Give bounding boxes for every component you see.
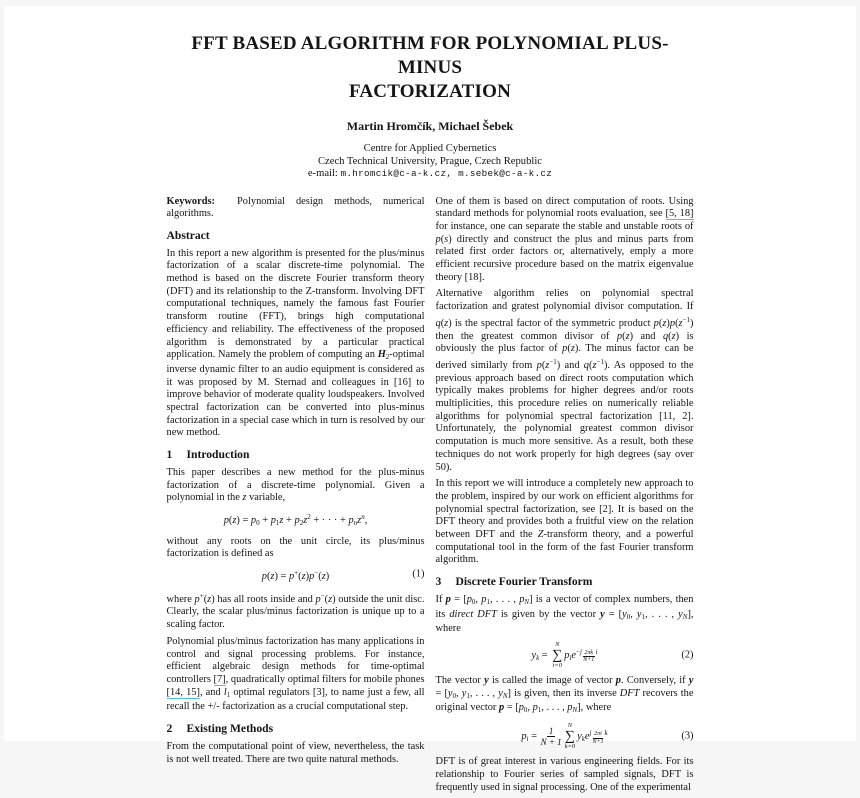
equation-number: (3) [681,730,693,743]
italic-text: y [622,609,627,620]
italic-text: p [195,594,200,605]
italic-text: direct DFT [449,609,497,620]
affiliation-block [167,143,694,181]
paragraph: DFT is of great interest in various engineering fields. For its relationship to Fourier series of sampled signals, DFT is frequently used in signal processing. One of the experimental [436,756,694,794]
italic-text: z [592,360,596,371]
subscript: 1 [227,691,231,699]
section-number: 3 [436,576,456,589]
fraction [592,731,603,745]
italic-text: z [444,318,448,329]
equation-body: $p(z) = p0 + p1z + p2z^2$ + · · · + pnz$^n$, [224,511,368,530]
paragraph: Keywords: Polynomial design methods, numerical algorithms. [167,196,425,221]
italic-text: z [270,571,274,582]
italic-text: p [262,571,267,582]
bold-text: Keywords: [167,196,215,207]
italic-text: y [498,688,503,699]
italic-text: p [295,515,300,526]
italic-text: k [582,735,585,743]
fraction-numerator: 2πk [583,650,595,658]
italic-text: p [309,571,314,582]
italic-text: z [357,515,361,526]
italic-text: p [316,594,321,605]
section-title: Discrete Fourier Transform [456,575,593,588]
italic-text: z [626,331,630,342]
paragraph: Polynomial plus/minus factorization has many applications in control and signal processing problems. For instance, efficient algebraic design methods for time-optimal controllers [7], quadratically optimal filters for mobile phones [14, 15], and l1 optimal regulators [3], to name just a few, all recall the +/- factorization as a crucial computational step. [167,636,425,714]
italic-text: p [670,318,675,329]
bold-italic-text: y [600,609,605,620]
italic-text: z [242,492,246,503]
italic-text: p [467,594,472,605]
email-label: e-mail: [308,168,341,179]
italic-text: z [279,515,283,526]
fraction [583,650,595,664]
italic-text: y [448,688,453,699]
subscript [524,598,529,606]
section-heading [436,576,694,589]
equation [436,723,694,750]
fraction-numerator: 1 [547,726,555,737]
subscript: 2 [386,353,390,361]
italic-text: z [545,360,549,371]
equation-number: (1) [412,569,424,582]
subscript: 0 [256,519,260,527]
paragraph: In this report we will introduce a completely new approach to the problem, inspired by our work on efficient algorithms for polynomial spectral factorization, see [2]. It is based on the DFT theory and provides both a fruitful view on the relation between DFT and the Z-transform theory, and a powerful computational tool in the form of the fast Fourier transform algorithm. [436,478,694,567]
italic-text: z [679,318,683,329]
italic-text: e [585,731,590,742]
superscript: + [294,569,298,577]
section-title: Existing Methods [187,722,274,735]
italic-text: p [519,594,524,605]
italic-text: n [361,513,365,521]
italic-text: y [531,650,536,661]
italic-text: z [207,594,211,605]
title-line-2: FACTORIZATION [167,80,694,104]
sum-upper-limit: N [568,723,572,730]
bold-italic-text: p [616,675,621,686]
citation-link[interactable]: [5, 18] [666,208,694,220]
paragraph: From the computational point of view, nevertheless, the task is not well treated. There are two quite natural methods. [167,741,425,766]
sum-lower-limit: k=0 [565,744,576,751]
italic-text: p [271,515,276,526]
equation-body: p(z) = p+(z)p−(z) [262,567,330,584]
italic-text: z [232,515,236,526]
subscript [536,654,539,662]
subscript [573,706,578,714]
italic-text: k [536,654,539,662]
italic-text: z [571,343,575,354]
paragraph: Alternative algorithm relies on polynomial spectral factorization and gratest polynomial divisor computation. If q(z) is the spectral factor of the symmetric product $p(z)p(z^{-1})$ then the greatest common divisor of p(z) and q(z) is obviously the plus factor of p(z). The minus factor can be derived similarly from $p(z^{-1})$ and $q(z^{-1})$. As opposed to the previous approach based on direct roots computation which typically makes problems for higher degrees and/or roots multiplicities, this procedure relies on numerically reliable algorithms for polynomial spectral factorization [11, 2]. Unfortunately, the polynomial greatest common divisor computation is much more sensitive. As a result, both these techniques do not work properly for high degrees (say over 50). [436,288,694,474]
subscript: 1 [466,692,470,700]
italic-text: p [537,360,542,371]
paper-page [4,6,856,741]
bold-italic-text: y [484,675,489,686]
subscript [527,735,529,743]
email-line [167,168,694,181]
title-line-1: FFT BASED ALGORITHM FOR POLYNOMIAL PLUS-MINUS [167,32,694,80]
paper-title [167,32,694,104]
paragraph: without any roots on the unit circle, its plus/minus factorization is defined as [167,536,425,561]
section-title: Abstract [167,229,210,242]
italic-text: e [571,650,576,661]
sum-upper-limit: N [555,642,559,649]
sum-lower-limit: i=0 [553,663,562,670]
bold-italic-text: H [378,349,386,360]
fraction-denominator: N+1 [583,657,594,664]
subscript [503,692,508,700]
italic-text: p [224,515,229,526]
italic-text: n [354,519,358,527]
fraction [541,726,562,748]
italic-text: DFT [620,688,640,699]
bold-italic-text: p [499,702,504,713]
italic-text: p [251,515,256,526]
equation [436,642,694,669]
two-column-body [167,196,694,798]
italic-text: p [519,702,524,713]
italic-text: k [605,729,608,737]
subscript: 1 [486,598,490,606]
fraction-denominator: N + 1 [541,737,562,747]
subscript: 2 [300,519,304,527]
subscript: 0 [453,692,457,700]
equation-body: yk = N ∑ i=0 pie$^{-j \frac{2\pi k}{N+1} i}$ [531,642,597,669]
italic-text: i [569,654,571,662]
italic-text: s [444,234,448,245]
subscript: 1 [276,519,280,527]
italic-text: z [322,571,326,582]
superscript: −1 [683,316,690,324]
italic-text: p [348,515,353,526]
paragraph: If p = [p0, p1, . . . , pN] is a vector of complex numbers, then its direct DFT is given by the vector y = [y0, y1, . . . , yN], where [436,594,694,636]
italic-text: Z [538,529,544,540]
italic-text: z [303,515,307,526]
italic-text: p [289,571,294,582]
subscript: 1 [538,706,542,714]
italic-text: p [533,702,538,713]
italic-text: q [436,318,441,329]
superscript [361,513,365,521]
subscript: 0 [524,706,528,714]
italic-text: N [524,598,529,606]
superscript: − [314,569,318,577]
italic-text: z [662,318,666,329]
section-title: Introduction [187,448,250,461]
italic-text: p [654,318,659,329]
italic-text: y [577,731,582,742]
superscript: + [200,592,204,600]
section-heading [167,449,425,462]
section-heading [167,723,425,736]
subscript [683,613,688,621]
italic-text: N [683,613,688,621]
subscript: 1 [642,613,646,621]
paragraph: This paper describes a new method for the plus-minus factorization of a discrete-time polynomial. Given a polynomial in the z variable, [167,467,425,505]
summation [552,642,562,669]
italic-text: z [672,331,676,342]
italic-text: z [328,594,332,605]
bold-italic-text: y [689,675,694,686]
italic-text: q [663,331,668,342]
authors: Martin Hromčík, Michael Šebek [167,119,694,134]
italic-text: N [503,692,508,700]
italic-text: N [573,706,578,714]
equation-body: pi = $\frac{1}{N + 1}$ N ∑ k=0 yke$^{j \frac{2\pi i}{N+1} k}$ [521,723,607,750]
paragraph: The vector y is called the image of vector p. Conversely, if y = [y0, y1, . . . , yN] is given, then its inverse DFT recovers the original vector p = [p0, p1, . . . , pN], where [436,675,694,717]
citation-link[interactable]: [14, 15] [167,687,200,699]
summation [565,723,576,750]
section-heading [167,230,425,243]
subscript: 0 [627,613,631,621]
fraction-denominator: N+1 [592,739,603,746]
left-column [167,196,425,798]
email-addresses: m.hromcik@c-a-k.cz, m.sebek@c-a-k.cz [341,168,553,179]
italic-text: y [637,609,642,620]
italic-text: p [562,343,567,354]
affiliation-line-2: Czech Technical University, Prague, Czech Republic [167,156,694,169]
italic-text: q [584,360,589,371]
affiliation-line-1: Centre for Applied Cybernetics [167,143,694,156]
paragraph: In this report a new algorithm is presented for the plus/minus factorization of a scalar discrete-time polynomial. The method is based on the discrete Fourier transform theory (DFT) and its relationship to the Z-transform. Involving DFT computational techniques, namely the famous fast Fourier transform routine (FFT), brings high computational efficiency and reliability. The effectiveness of the proposed algorithm is demonstrated by a particular practical application. Namely the problem of computing an H2-optimal inverse dynamic filter to an audio equipment is considered as it was proposed by M. Sternad and colleagues in [16] to improve behavior of moderate quality loudspeakers. Involved spectral factorization can be converted into plus-minus factorization in a special case which in turn is resolved by our new method. [167,248,425,441]
italic-text: p [567,702,572,713]
italic-text: l [224,687,227,698]
italic-text: j [590,729,592,737]
equation [167,567,425,584]
bold-italic-text: p [446,594,451,605]
superscript: −j 2πk N+1 i [576,648,598,656]
superscript: − [321,592,325,600]
italic-text: i [527,735,529,743]
citation-link[interactable]: [7] [214,674,226,686]
italic-text: y [462,688,467,699]
paragraph: where p+(z) has all roots inside and p−(z) outside the unit disc. Clearly, the scalar plus/minus factorization is unique up to a scaling factor. [167,590,425,632]
italic-text: i [596,648,598,656]
sigma-symbol: ∑ [552,649,562,663]
superscript [590,729,608,737]
italic-text: j [580,648,582,656]
subscript: 0 [472,598,476,606]
paper-content [167,6,694,798]
sigma-symbol: ∑ [565,730,575,744]
italic-text: p [564,650,569,661]
section-number: 1 [167,449,187,462]
equation-number: (2) [681,649,693,662]
italic-text: y [678,609,683,620]
equation [167,511,425,530]
italic-text: p [436,234,441,245]
superscript: −1 [549,358,556,366]
italic-text: z [302,571,306,582]
fraction-numerator: 2πi [593,731,604,739]
paragraph: One of them is based on direct computation of roots. Using standard methods for polynomial roots evaluation, see [5, 18] for instance, one can separate the stable and unstable roots of p(s) directly and construct the plus and minus parts from related first order factors or, alternatively, emply a more efficient recursive procedure based on the matrix eigenvalue theory [18]. [436,196,694,285]
superscript: 2 [307,513,311,521]
section-number: 2 [167,723,187,736]
italic-text: p [617,331,622,342]
italic-text: p [521,731,526,742]
superscript: −1 [597,358,604,366]
italic-text: p [481,594,486,605]
right-column [436,196,694,798]
